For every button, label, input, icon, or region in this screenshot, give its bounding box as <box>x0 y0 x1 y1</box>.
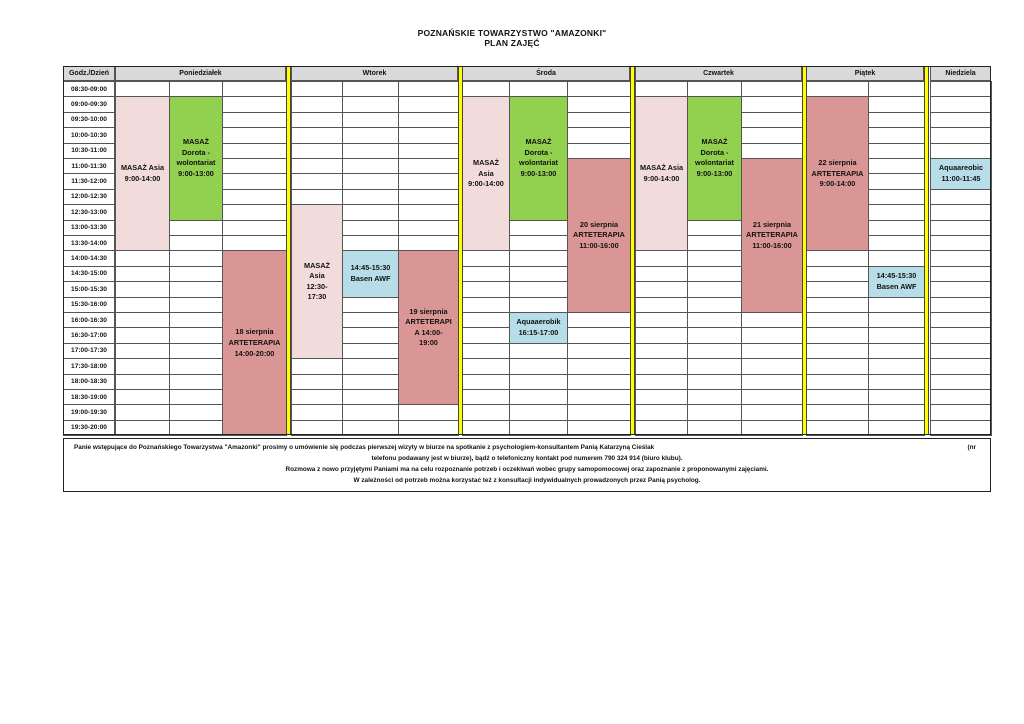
event-block: MASAŻ Asia 9:00-14:00 <box>635 96 688 251</box>
event-block: 14:45-15:30 Basen AWF <box>342 250 399 297</box>
event-block: MASAŻ Dorota - wolontariat 9:00-13:00 <box>169 96 223 220</box>
event-block: 22 sierpnia ARTETERAPIA 9:00-14:00 <box>806 96 869 251</box>
day-header-poniedzialek: Poniedziałek <box>115 66 286 81</box>
footer-line-1-note: (nr <box>967 444 976 451</box>
time-label: 09:00-09:30 <box>63 96 115 112</box>
footer-line-1-wrap <box>64 442 990 453</box>
time-label: 16:00-16:30 <box>63 312 115 328</box>
time-label: 14:00-14:30 <box>63 250 115 266</box>
footer-line-3: Rozmowa z nowo przyjętymi Paniami ma na celu rozpoznanie potrzeb i oczekiwań wobec grupy samopomocowej oraz zapoznanie z proponowanymi zajęciami. <box>285 466 769 473</box>
event-block: MASAŻ Dorota - wolontariat 9:00-13:00 <box>509 96 568 220</box>
event-block: Aquaaerobik 16:15-17:00 <box>509 312 568 344</box>
event-block: 14:45-15:30 Basen AWF <box>868 266 925 298</box>
time-label: 17:30-18:00 <box>63 358 115 374</box>
time-label: 19:30-20:00 <box>63 420 115 436</box>
time-label: 10:30-11:00 <box>63 143 115 159</box>
day-header-sroda: Środa <box>462 66 630 81</box>
event-block: 18 sierpnia ARTETERAPIA 14:00-20:00 <box>222 250 287 436</box>
event-block: 20 sierpnia ARTETERAPIA 11:00-16:00 <box>567 158 631 313</box>
event-block: 21 sierpnia ARTETERAPIA 11:00-16:00 <box>741 158 803 313</box>
footer-line-1: Panie wstępujące do Poznańskiego Towarzystwa "Amazonki" prosimy o umówienie się podczas pierwszej wizyty w biurze na spotkanie z psychologiem-konsultantem Panią Katarzyną Cieślak <box>74 444 655 451</box>
time-label: 12:00-12:30 <box>63 189 115 205</box>
time-label: 17:00-17:30 <box>63 343 115 359</box>
time-label: 18:30-19:00 <box>63 389 115 405</box>
day-header-piatek: Piątek <box>806 66 924 81</box>
footer-line-4: W zależności od potrzeb można korzystać też z konsultacji indywidualnych prowadzonych przez Panią psycholog. <box>353 477 701 484</box>
event-block: MASAŻ Dorota - wolontariat 9:00-13:00 <box>687 96 742 220</box>
time-label: 14:30-15:00 <box>63 266 115 282</box>
corner-header: Godz./Dzień <box>63 66 115 81</box>
time-label: 13:00-13:30 <box>63 220 115 236</box>
event-block: MASAŻ Asia 12:30- 17:30 <box>291 204 343 359</box>
event-block: 19 sierpnia ARTETERAPI A 14:00- 19:00 <box>398 250 459 405</box>
event-block: Aquaareobic 11:00-11:45 <box>930 158 992 190</box>
page-title: POZNAŃSKIE TOWARZYSTWO "AMAZONKI" <box>417 28 607 38</box>
time-label: 08:30-09:00 <box>63 81 115 97</box>
time-label: 10:00-10:30 <box>63 127 115 143</box>
event-block: MASAŻ Asia 9:00-14:00 <box>462 96 510 251</box>
time-label: 11:30-12:00 <box>63 173 115 189</box>
time-label: 11:00-11:30 <box>63 158 115 174</box>
time-label: 15:00-15:30 <box>63 281 115 297</box>
time-label: 19:00-19:30 <box>63 404 115 420</box>
day-header-wtorek: Wtorek <box>291 66 458 81</box>
day-header-czwartek: Czwartek <box>635 66 802 81</box>
time-label: 16:30-17:00 <box>63 327 115 343</box>
time-label: 13:30-14:00 <box>63 235 115 251</box>
time-label: 12:30-13:00 <box>63 204 115 220</box>
day-header-niedziela: Niedziela <box>930 66 991 81</box>
time-label: 18:00-18:30 <box>63 374 115 390</box>
footer-note <box>63 438 991 492</box>
page-subtitle: PLAN ZAJĘĆ <box>484 38 540 48</box>
grid-frame <box>63 66 991 435</box>
time-label: 09:30-10:00 <box>63 112 115 128</box>
time-label: 15:30-16:00 <box>63 297 115 313</box>
event-block: MASAŻ Asia 9:00-14:00 <box>115 96 170 251</box>
footer-line-2: telefonu podawany jest w biurze), bądź o telefoniczny kontakt pod numerem 790 324 914 (biuro klubu). <box>371 455 683 462</box>
